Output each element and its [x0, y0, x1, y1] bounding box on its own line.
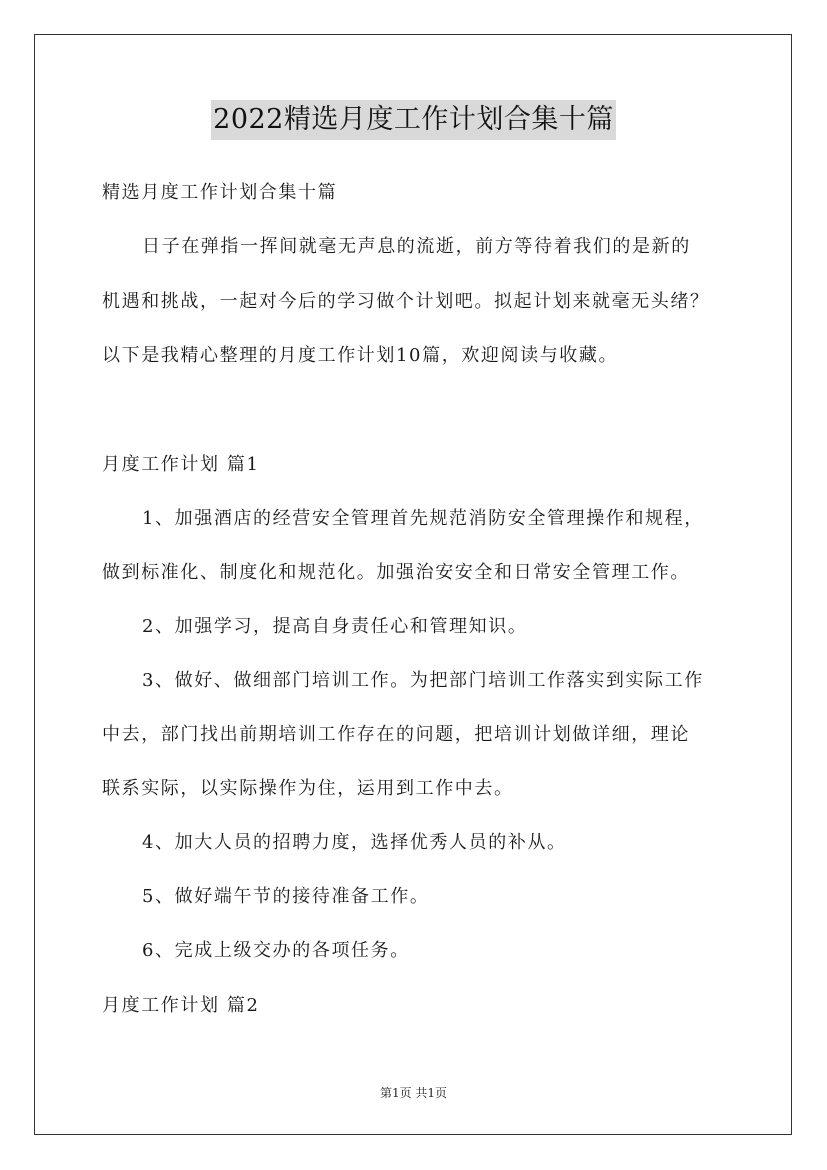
plan-item-line: 2、加强学习，提高自身责任心和管理知识。	[142, 616, 528, 637]
plan-item-line: 1、加强酒店的经营安全管理首先规范消防安全管理操作和规程，	[142, 508, 704, 529]
intro-paragraph-line: 日子在弹指一挥间就毫无声息的流逝，前方等待着我们的是新的	[142, 236, 691, 257]
intro-paragraph-line: 机遇和挑战，一起对今后的学习做个计划吧。拟起计划来就毫无头绪？	[102, 291, 710, 312]
document-title: 2022精选月度工作计划合集十篇	[211, 100, 616, 140]
plan-item-line: 5、做好端午节的接待准备工作。	[142, 886, 430, 907]
document-subtitle: 精选月度工作计划合集十篇	[102, 182, 338, 203]
intro-paragraph-line: 以下是我精心整理的月度工作计划10篇，欢迎阅读与收藏。	[102, 345, 619, 366]
plan-item-line: 6、完成上级交办的各项任务。	[142, 940, 410, 961]
plan-item-line: 中去，部门找出前期培训工作存在的问题，把培训计划做详细，理论	[102, 724, 690, 745]
section-heading-1: 月度工作计划 篇1	[102, 454, 260, 475]
plan-item-line: 4、加大人员的招聘力度，选择优秀人员的补从。	[142, 832, 567, 853]
title-container	[0, 100, 827, 140]
section-heading-2: 月度工作计划 篇2	[102, 995, 260, 1016]
plan-item-line: 联系实际，以实际操作为住，运用到工作中去。	[102, 778, 514, 799]
plan-item-line: 3、做好、做细部门培训工作。为把部门培训工作落实到实际工作	[142, 670, 704, 691]
page-footer: 第1页 共1页	[379, 1086, 448, 1100]
plan-item-line: 做到标准化、制度化和规范化。加强治安安全和日常安全管理工作。	[102, 562, 690, 583]
